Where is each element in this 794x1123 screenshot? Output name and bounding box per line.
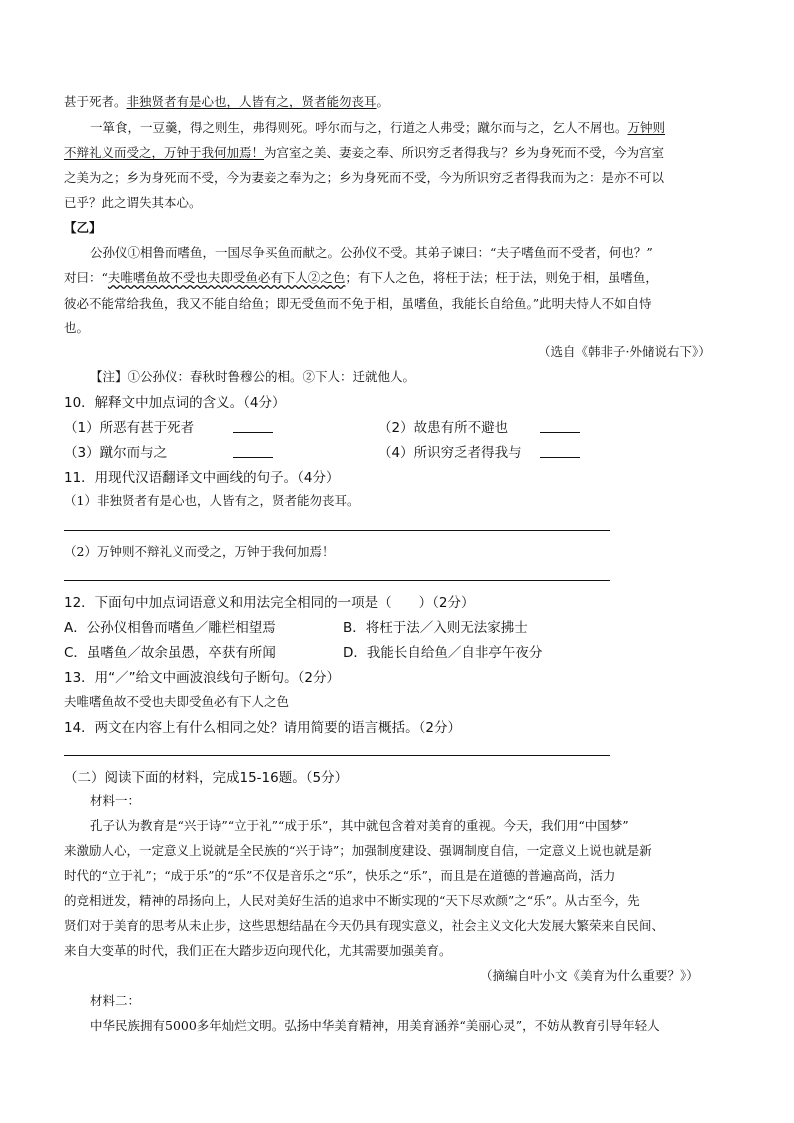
passage-b-line-2 bbox=[64, 268, 658, 286]
answer-blank-10-1[interactable] bbox=[233, 432, 273, 433]
passage-a-line-5: 已乎？此之谓失其本心。 bbox=[64, 195, 202, 210]
wavy-underlined-sentence: 夫唯嗜鱼故不受也夫即受鱼必有下人②之色 bbox=[107, 270, 346, 285]
answer-blank-10-4[interactable] bbox=[540, 457, 580, 458]
question-13-sentence: 夫唯嗜鱼故不受也夫即受鱼必有下人之色 bbox=[64, 694, 290, 709]
question-10-item-2: （2）故患有所不避也 bbox=[378, 420, 509, 436]
answer-blank-10-3[interactable] bbox=[233, 457, 273, 458]
question-12-option-d: D．我能长自给鱼／自非亭午夜分 bbox=[343, 645, 543, 661]
question-12: 12．下面句中加点词语意义和用法完全相同的一项是（ ）（2分） bbox=[64, 595, 475, 611]
material-1-line-1: 孔子认为教育是“兴于诗”“立于礼”“成于乐”，其中就包含着对美育的重视。今天，我们用“中国梦” bbox=[90, 818, 629, 833]
material-1-line-4: 的竞相迸发，精神的昂扬向上，人民对美好生活的追求中不断实现的“天下尽欢颜”之“乐”。从古至今，先 bbox=[64, 893, 640, 908]
question-14: 14．两文在内容上有什么相同之处？请用简要的语言概括。（2分） bbox=[64, 720, 462, 736]
passage-b-line-1: 公孙仪①相鲁而嗜鱼，一国尽争买鱼而献之。公孙仪不受。其弟子谏曰：“夫子嗜鱼而不受者，何也？” bbox=[90, 245, 653, 260]
material-1-line-2: 来激励人心，一定意义上说就是全民族的“兴于诗”；加强制度建设、强调制度自信，一定意义上说也就是新 bbox=[64, 843, 652, 858]
question-10: 10．解释文中加点词的含义。（4分） bbox=[64, 395, 286, 411]
passage-b-heading: 【乙】 bbox=[64, 220, 102, 235]
material-1-line-3: 时代的“立于礼”；“成于乐”的“乐”不仅是音乐之“乐”，快乐之“乐”，而且是在道德的普遍高尚，活力 bbox=[64, 868, 616, 883]
material-2-label: 材料二： bbox=[90, 993, 141, 1008]
material-1-label: 材料一： bbox=[90, 793, 141, 808]
material-1-line-5: 贤们对于美育的思考从未止步，这些思想结晶在今天仍具有现实意义，社会主义文化大发展大繁荣来自民间、 bbox=[64, 918, 665, 933]
text-run: 。 bbox=[376, 94, 390, 109]
question-13: 13．用“／”给文中画波浪线句子断句。（2分） bbox=[64, 670, 341, 686]
passage-a-line-2 bbox=[90, 118, 665, 136]
section-2-heading: （二）阅读下面的材料，完成15-16题。（5分） bbox=[64, 770, 349, 786]
question-12-option-a: A．公孙仪相鲁而嗜鱼／雕栏相望焉 bbox=[64, 620, 276, 636]
answer-line-14[interactable] bbox=[64, 755, 610, 756]
question-10-item-3: （3）蹴尔而与之 bbox=[64, 445, 168, 461]
answer-line-11-1[interactable] bbox=[64, 530, 610, 531]
answer-line-11-2[interactable] bbox=[64, 580, 610, 581]
passage-b-note: 【注】①公孙仪：春秋时鲁穆公的相。②下人：迁就他人。 bbox=[90, 369, 416, 384]
passage-b-line-4: 也。 bbox=[64, 320, 90, 335]
question-12-option-c: C．虽嗜鱼／故余虽愚，卒获有所闻 bbox=[64, 645, 276, 661]
material-2-line-1: 中华民族拥有5000多年灿烂文明。弘扬中华美育精神，用美育涵养“美丽心灵”，不妨从教育引导年轻人 bbox=[90, 1018, 660, 1033]
question-12-option-b: B．将枉于法／入则无法家拂士 bbox=[343, 620, 528, 636]
question-11-item-1: （1）非独贤者有是心也，人皆有之，贤者能勿丧耳。 bbox=[64, 493, 360, 508]
text-run: 为宫室之美、妻妾之奉、所识穷乏者得我与？乡为身死而不受，今为宫室 bbox=[264, 145, 665, 160]
passage-a-line-3 bbox=[64, 143, 664, 161]
text-run: 一箪食，一豆羹，得之则生，弗得则死。呼尔而与之，行道之人弗受；蹴尔而与之，乞人不屑也。 bbox=[90, 120, 628, 135]
question-10-item-4: （4）所识穷乏者得我与 bbox=[378, 445, 522, 461]
passage-a-line-1 bbox=[64, 92, 389, 110]
material-1-line-6: 来自大变革的时代，我们正在大踏步迈向现代化，尤其需要加强美育。 bbox=[64, 943, 452, 958]
question-11-item-2: （2）万钟则不辩礼义而受之，万钟于我何加焉！ bbox=[64, 544, 335, 559]
material-1-source: （摘编自叶小文《美育为什么重要？》） bbox=[480, 968, 699, 983]
question-10-item-1: （1）所恶有甚于死者 bbox=[64, 420, 195, 436]
underlined-sentence-1: 非独贤者有是心也，人皆有之，贤者能勿丧耳 bbox=[126, 94, 377, 109]
underlined-sentence-2a: 万钟则 bbox=[627, 120, 666, 135]
text-run: 对曰：“ bbox=[64, 270, 108, 285]
question-11: 11．用现代汉语翻译文中画线的句子。（4分） bbox=[64, 470, 340, 486]
passage-b-source: （选自《韩非子·外储说右下》） bbox=[538, 344, 711, 359]
passage-b-line-3: 彼必不能常给我鱼，我又不能自给鱼；即无受鱼而不免于相，虽嗜鱼，我能长自给鱼。”此明夫恃人不如自恃 bbox=[64, 296, 652, 311]
text-run: ；有下人之色，将枉于法；枉于法，则免于相，虽嗜鱼， bbox=[345, 270, 658, 285]
answer-blank-10-2[interactable] bbox=[540, 432, 580, 433]
passage-a-line-4: 之美为之；乡为身死而不受，今为妻妾之奉为之；乡为身死而不受，今为所识穷乏者得我而为之：是亦不可以 bbox=[64, 170, 665, 185]
text-run: 甚于死者。 bbox=[64, 94, 127, 109]
underlined-sentence-2b: 不辩礼义而受之，万钟于我何加焉！ bbox=[64, 145, 265, 160]
